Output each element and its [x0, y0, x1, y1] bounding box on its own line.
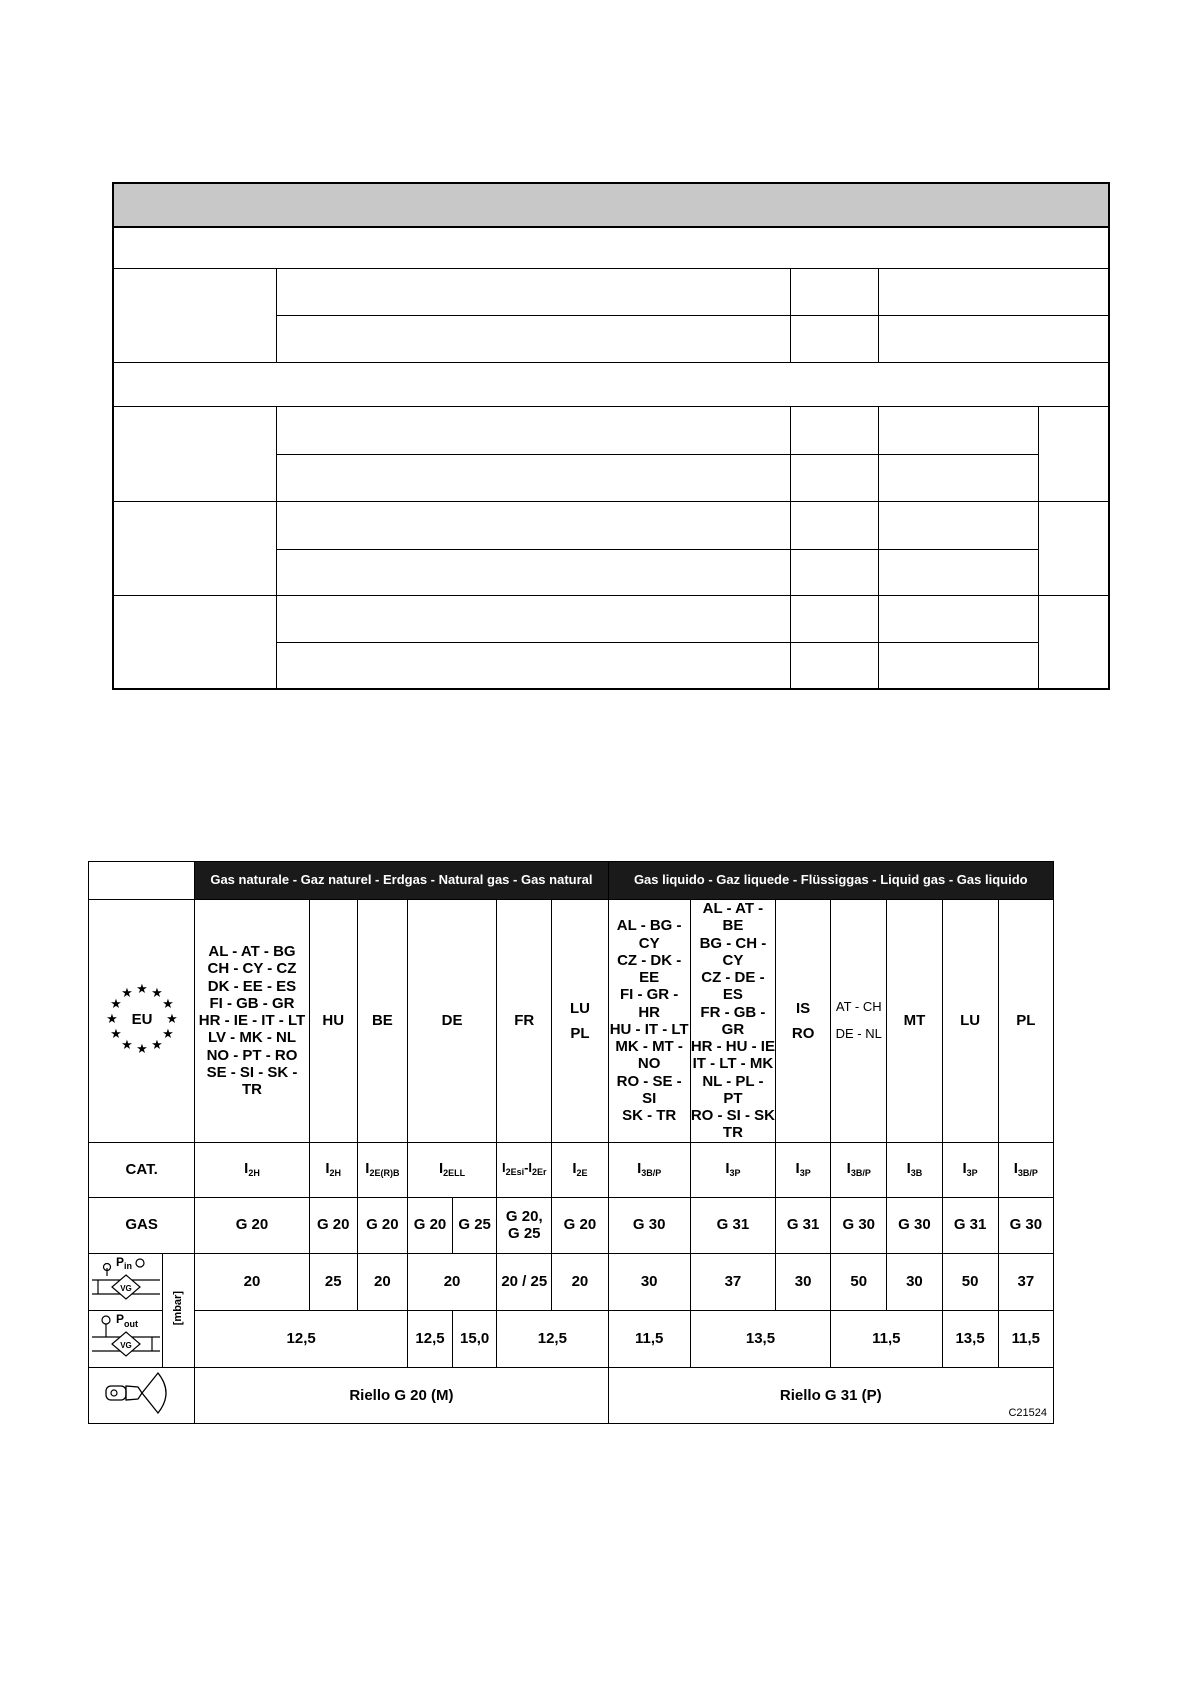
figure-code: C21524: [1008, 1407, 1047, 1420]
country-line: TR: [722, 1124, 743, 1142]
countries-c5: FR: [497, 900, 552, 1143]
p-in-cell: 20: [195, 1253, 309, 1310]
grid-line: [114, 595, 1108, 596]
svg-text:★: ★: [135, 1041, 148, 1057]
cat-cell: $I_{3B/P}$: [831, 1142, 887, 1197]
inlet-pressure-icon: [90, 1254, 162, 1306]
svg-text:★: ★: [135, 981, 148, 997]
inlet-pressure-icon-cell: [89, 1253, 163, 1310]
p-in-cell: 37: [690, 1253, 775, 1310]
country-line: LU: [569, 999, 590, 1017]
gas-cell: G 20: [309, 1197, 357, 1253]
svg-text:★: ★: [161, 1026, 174, 1042]
p-out-label: P: [115, 1311, 124, 1326]
empty-spec-table: [112, 182, 1110, 690]
grid-line: [878, 406, 879, 690]
country-line: RO: [791, 1024, 815, 1042]
grid-line: [276, 268, 277, 362]
country-line: NL - PL - PT: [702, 1072, 764, 1107]
burner-icon-cell: [89, 1368, 195, 1424]
burner-liquid: Riello G 31 (P): [779, 1386, 882, 1404]
gas-row: [89, 1197, 1054, 1253]
country-line: HU - IT - LT: [609, 1020, 689, 1038]
p-in-cell: 30: [776, 1253, 831, 1310]
inlet-pressure-row: [89, 1253, 1054, 1310]
p-in-cell: 20: [357, 1253, 407, 1310]
cat-cell: $I_{2Esi}-I_{2Er}$: [497, 1142, 552, 1197]
p-out-cell: 15,0: [453, 1310, 497, 1367]
p-out-cell: 11,5: [608, 1310, 690, 1367]
cat-cell: $I_{2H}$: [195, 1142, 309, 1197]
p-out-cell: 13,5: [942, 1310, 998, 1367]
svg-text:★: ★: [105, 1011, 118, 1027]
gas-cell: G 31: [776, 1197, 831, 1253]
cat-cell: $I_{3B/P}$: [998, 1142, 1053, 1197]
grid-line: [1038, 406, 1039, 690]
countries-c3: BE: [357, 900, 407, 1143]
countries-c1: [195, 900, 309, 1143]
p-out-cell: 12,5: [497, 1310, 608, 1367]
country-line: CH - CY - CZ: [207, 960, 297, 978]
burner-natural: Riello G 20 (M): [195, 1368, 608, 1424]
p-out-cell: 11,5: [831, 1310, 942, 1367]
cat-cell: $I_{3P}$: [942, 1142, 998, 1197]
svg-text:★: ★: [120, 985, 133, 1001]
corner-cell: [89, 862, 195, 900]
gas-cell: G 20: [552, 1197, 608, 1253]
unit-label: [mbar]: [172, 1291, 185, 1326]
grid-line: [790, 268, 791, 362]
liquid-gas-header: Gas liquido - Gaz liquede - Flüssiggas - Liquid gas - Gas liquido: [608, 862, 1053, 900]
p-in-cell: 20: [552, 1253, 608, 1310]
cat-cell: $I_{2E(R)B}$: [357, 1142, 407, 1197]
cat-cell: $I_{3P}$: [690, 1142, 775, 1197]
grid-line: [276, 642, 1038, 643]
countries-c7: [608, 900, 690, 1143]
category-row: [89, 1142, 1054, 1197]
gas-cell: G 20: [195, 1197, 309, 1253]
grid-line: [114, 268, 1108, 269]
group-header-row: [89, 862, 1054, 900]
country-line: BG - CH - CY: [699, 934, 767, 969]
p-in-cell: 50: [831, 1253, 887, 1310]
p-out-sub: out: [123, 1318, 138, 1329]
p-in-cell: 25: [309, 1253, 357, 1310]
eu-label: EU: [131, 1010, 153, 1028]
eu-flag-cell: [89, 900, 195, 1143]
country-line: RO - SI - SK: [690, 1107, 775, 1124]
gas-cell: G 30: [998, 1197, 1053, 1253]
p-in-cell: 30: [608, 1253, 690, 1310]
grid-line: [790, 406, 791, 690]
countries-c8: [690, 900, 775, 1143]
grid-line: [276, 454, 1038, 455]
vg-label: VG: [119, 1283, 132, 1293]
gas-cell: G 20, G 25: [497, 1197, 552, 1253]
country-line: FI - GR - HR: [619, 986, 679, 1021]
gas-cell: G 20: [407, 1197, 452, 1253]
country-line: LV - MK - NL: [207, 1029, 296, 1047]
p-out-cell: 12,5: [195, 1310, 408, 1367]
country-line: AL - AT - BE: [702, 900, 764, 935]
country-line: MK - MT - NO: [615, 1038, 683, 1073]
p-in-sub: in: [123, 1260, 132, 1271]
svg-text:★: ★: [161, 996, 174, 1012]
cat-cell: $I_{2H}$: [309, 1142, 357, 1197]
p-out-cell: 11,5: [998, 1310, 1053, 1367]
countries-c9: [776, 900, 831, 1143]
burner-row: [89, 1368, 1054, 1424]
outlet-pressure-icon-cell: [89, 1310, 163, 1367]
country-line: IT - LT - MK: [692, 1055, 774, 1073]
countries-c6: [552, 900, 608, 1143]
cat-cell: $I_{3B/P}$: [608, 1142, 690, 1197]
eu-stars-icon: [102, 980, 182, 1058]
svg-text:★: ★: [150, 1037, 163, 1053]
svg-text:★: ★: [109, 996, 122, 1012]
country-line: NO - PT - RO: [206, 1046, 298, 1064]
grid-line: [276, 315, 1108, 316]
burner-nozzle-icon: [102, 1369, 182, 1417]
countries-c13: PL: [998, 900, 1053, 1143]
countries-c10: [831, 900, 887, 1143]
country-line: AL - AT - BG: [208, 943, 296, 961]
gas-cell: G 30: [608, 1197, 690, 1253]
cat-cell: $I_{3P}$: [776, 1142, 831, 1197]
country-line: SK - TR: [622, 1107, 677, 1124]
gas-cell: G 25: [453, 1197, 497, 1253]
svg-text:★: ★: [150, 985, 163, 1001]
svg-text:★: ★: [165, 1011, 178, 1027]
countries-c12: LU: [942, 900, 998, 1143]
country-line: RO - SE - SI: [616, 1072, 682, 1107]
outlet-pressure-icon: [90, 1311, 162, 1363]
grid-line: [276, 549, 1038, 550]
unit-cell: [163, 1253, 195, 1368]
gas-cell: G 31: [942, 1197, 998, 1253]
burner-liquid-cell: [608, 1368, 1053, 1424]
country-line: AT - CH: [835, 998, 882, 1014]
country-line: CZ - DE - ES: [701, 969, 765, 1004]
vg-label: VG: [119, 1340, 132, 1350]
grid-line: [114, 406, 1108, 407]
country-line: CZ - DK - EE: [617, 951, 682, 986]
country-line: HR - IE - IT - LT: [198, 1012, 306, 1030]
country-line: IS: [796, 999, 811, 1017]
country-line: FR - GB - GR: [700, 1003, 766, 1038]
p-in-label: P: [115, 1254, 124, 1269]
countries-c4: DE: [407, 900, 496, 1143]
p-out-cell: 12,5: [407, 1310, 452, 1367]
country-line: FI - GB - GR: [209, 994, 295, 1012]
cat-cell: $I_{2E}$: [552, 1142, 608, 1197]
grid-line: [114, 501, 1108, 502]
p-in-cell: 20: [407, 1253, 496, 1310]
gas-cell: G 30: [887, 1197, 942, 1253]
countries-c2: HU: [309, 900, 357, 1143]
country-line: DE - NL: [835, 1025, 882, 1041]
gas-category-table: [88, 861, 1054, 1424]
grid-line: [114, 362, 1108, 363]
country-line: SE - SI - SK - TR: [206, 1063, 298, 1099]
cat-label: CAT.: [89, 1142, 195, 1197]
gas-label: GAS: [89, 1197, 195, 1253]
gas-cell: G 20: [357, 1197, 407, 1253]
svg-text:★: ★: [109, 1026, 122, 1042]
countries-c11: MT: [887, 900, 942, 1143]
cat-cell: $I_{2ELL}$: [407, 1142, 496, 1197]
country-line: DK - EE - ES: [207, 977, 297, 995]
cat-cell: $I_{3B}$: [887, 1142, 942, 1197]
country-line: HR - HU - IE: [690, 1038, 775, 1055]
grid-line: [878, 268, 879, 362]
country-line: AL - BG - CY: [616, 917, 682, 952]
svg-text:★: ★: [120, 1037, 133, 1053]
grid-line: [276, 406, 277, 690]
gas-cell: G 30: [831, 1197, 887, 1253]
p-in-cell: 37: [998, 1253, 1053, 1310]
natural-gas-header: Gas naturale - Gaz naturel - Erdgas - Natural gas - Gas natural: [195, 862, 608, 900]
p-out-cell: 13,5: [690, 1310, 830, 1367]
p-in-cell: 30: [887, 1253, 942, 1310]
p-in-cell: 50: [942, 1253, 998, 1310]
gas-cell: G 31: [690, 1197, 775, 1253]
p-in-cell: 20 / 25: [497, 1253, 552, 1310]
countries-row: [89, 900, 1054, 1143]
outlet-pressure-row: [89, 1310, 1054, 1367]
country-line: PL: [570, 1024, 590, 1042]
empty-table-header: [114, 184, 1108, 228]
